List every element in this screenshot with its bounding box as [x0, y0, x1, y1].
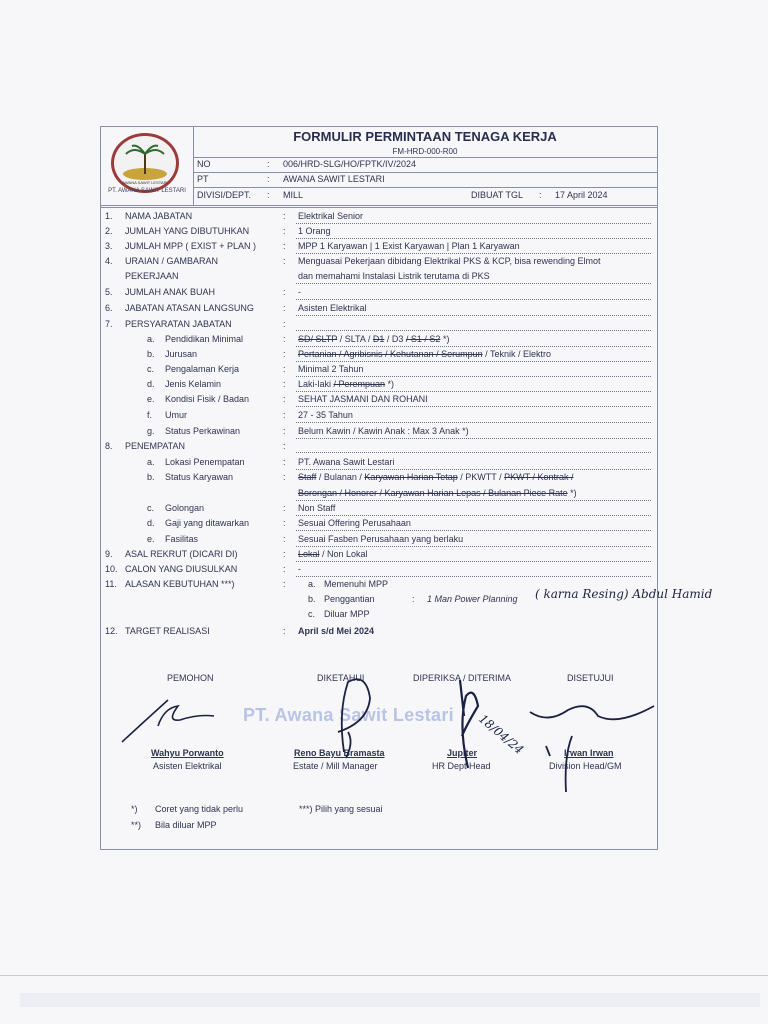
sub-letter: c. — [308, 609, 316, 619]
status-karyawan-value-2: Borongan / Honorer / Karyawan Harian Lepas / Bulanan Piece Rate *) — [298, 488, 577, 498]
pt-label: PT — [197, 174, 209, 184]
colon: : — [283, 364, 286, 374]
colon: : — [283, 334, 286, 344]
penempatan-label: PENEMPATAN — [125, 441, 186, 451]
pendidikan-value: SD/ SLTP / SLTA / D1 / D3 / S1 / S2 *) — [298, 334, 450, 344]
colon: : — [283, 379, 286, 389]
fill-line — [296, 515, 651, 516]
fill-line — [296, 452, 651, 453]
fill-line — [296, 253, 651, 254]
colon: : — [283, 394, 286, 404]
sub-letter: b. — [147, 472, 155, 482]
anak-buah-value: - — [298, 287, 301, 297]
colon: : — [267, 159, 270, 169]
disetujui-role: DISETUJUI — [567, 673, 614, 683]
colon: : — [283, 472, 286, 482]
jurusan-label: Jurusan — [165, 349, 198, 359]
fill-line — [296, 530, 651, 531]
status-perkawinan-label: Status Perkawinan — [165, 426, 241, 436]
colon: : — [283, 626, 286, 636]
colon: : — [283, 226, 286, 236]
uraian-value: Menguasai Pekerjaan dibidang Elektrikal PKS & KCP, bisa rewending Elmot — [298, 256, 601, 266]
jumlah-mpp-label: JUMLAH MPP ( EXIST + PLAN ) — [125, 241, 256, 251]
uraian-label: URAIAN / GAMBARAN — [125, 256, 219, 266]
item-number: 2. — [105, 226, 113, 236]
colon: : — [283, 211, 286, 221]
form-title: FORMULIR PERMINTAAN TENAGA KERJA — [293, 129, 557, 144]
fill-line — [296, 361, 651, 362]
uraian-value-2: dan memahami Instalasi Listrik terutama di PKS — [298, 271, 490, 281]
fill-line — [296, 283, 651, 284]
umur-label: Umur — [165, 410, 187, 420]
kondisi-fisik-label: Kondisi Fisik / Badan — [165, 394, 250, 404]
colon: : — [283, 579, 286, 589]
note-mark: *) — [131, 804, 138, 814]
note-pilih: ***) Pilih yang sesuai — [299, 804, 383, 814]
item-number: 9. — [105, 549, 113, 559]
scan-shadow — [20, 993, 760, 1007]
alasan-option-c: Diluar MPP — [324, 609, 370, 619]
calon-value: - — [298, 564, 301, 574]
item-number: 7. — [105, 319, 113, 329]
alasan-option-a: Memenuhi MPP — [324, 579, 389, 589]
colon: : — [283, 518, 286, 528]
item-number: 8. — [105, 441, 113, 451]
asal-rekrut-label: ASAL REKRUT (DICARI DI) — [125, 549, 238, 559]
sub-letter: f. — [147, 410, 153, 420]
uraian-label-2: PEKERJAAN — [125, 271, 179, 281]
item-number: 4. — [105, 256, 113, 266]
sub-letter: b. — [147, 349, 155, 359]
atasan-label: JABATAN ATASAN LANGSUNG — [125, 303, 254, 313]
diperiksa-role: DIPERIKSA / DITERIMA — [413, 673, 512, 683]
item-number: 3. — [105, 241, 113, 251]
status-perkawinan-value: Belum Kawin / Kawin Anak : Max 3 Anak *) — [298, 426, 469, 436]
sub-letter: d. — [147, 379, 155, 389]
pemohon-name: Wahyu Porwanto — [151, 748, 224, 758]
sub-letter: g. — [147, 426, 155, 436]
colon: : — [283, 303, 286, 313]
pengalaman-label: Pengalaman Kerja — [165, 364, 240, 374]
lokasi-label: Lokasi Penempatan — [165, 457, 245, 467]
divisi-label: DIVISI/DEPT. — [197, 190, 252, 200]
sub-letter: c. — [147, 364, 155, 374]
golongan-label: Golongan — [165, 503, 205, 513]
fasilitas-label: Fasilitas — [165, 534, 199, 544]
jumlah-dibutuhkan-label: JUMLAH YANG DIBUTUHKAN — [125, 226, 250, 236]
status-karyawan-value: Staff / Bulanan / Karyawan Harian Tetap / PKWTT / PKWT / Kontrak / — [298, 472, 574, 482]
sub-letter: e. — [147, 394, 155, 404]
colon: : — [283, 319, 286, 329]
pt-value: AWANA SAWIT LESTARI — [283, 174, 385, 184]
fill-line — [296, 422, 651, 423]
fill-line — [296, 576, 651, 577]
dibuat-value: 17 April 2024 — [555, 190, 608, 200]
colon: : — [283, 410, 286, 420]
colon: : — [267, 190, 270, 200]
handwritten-note: ( karna Resing) Abdul Hamid — [535, 587, 713, 601]
disetujui-name: Irwan Irwan — [564, 748, 614, 758]
sub-letter: c. — [147, 503, 155, 513]
sub-letter: b. — [308, 594, 316, 604]
target-value: April s/d Mei 2024 — [298, 626, 375, 636]
colon: : — [283, 457, 286, 467]
form-code: FM-HRD-000-R00 — [392, 147, 458, 156]
fill-line — [296, 469, 651, 470]
item-number: 6. — [105, 303, 113, 313]
no-value: 006/HRD-SLG/HO/FPTK/IV/2024 — [283, 159, 417, 169]
fill-line — [296, 438, 651, 439]
diketahui-role: DIKETAHUI — [317, 673, 365, 683]
sub-letter: a. — [147, 457, 155, 467]
item-number: 1. — [105, 211, 113, 221]
colon: : — [267, 174, 270, 184]
svg-text:18/04/24: 18/04/24 — [476, 711, 527, 757]
jurusan-value: Pertanian / Agribisnis / Kehutanan / Serumpun / Teknik / Elektro — [298, 349, 551, 359]
target-label: TARGET REALISASI — [125, 626, 210, 636]
colon: : — [283, 503, 286, 513]
colon: : — [283, 549, 286, 559]
jumlah-dibutuhkan-value: 1 Orang — [298, 226, 331, 236]
divisi-value: MILL — [283, 190, 304, 200]
gaji-value: Sesuai Offering Perusahaan — [298, 518, 411, 528]
diperiksa-title: HR Dept Head — [432, 761, 491, 771]
diperiksa-signature — [448, 676, 528, 776]
atasan-value: Asisten Elektrikal — [298, 303, 367, 313]
nama-jabatan-label: NAMA JABATAN — [125, 211, 193, 221]
no-label: NO — [197, 159, 211, 169]
note-mark: **) — [131, 820, 142, 830]
status-karyawan-label: Status Karyawan — [165, 472, 234, 482]
company-stamp: PT. Awana Sawit Lestari — [243, 705, 454, 725]
calon-label: CALON YANG DIUSULKAN — [125, 564, 238, 574]
pemohon-title: Asisten Elektrikal — [153, 761, 222, 771]
note-coret: Coret yang tidak perlu — [155, 804, 244, 814]
diketahui-name: Reno Bayu Bramasta — [294, 748, 385, 758]
colon: : — [283, 564, 286, 574]
colon: : — [283, 534, 286, 544]
pengalaman-value: Minimal 2 Tahun — [298, 364, 364, 374]
item-number: 12. — [105, 626, 118, 636]
fill-line — [296, 346, 651, 347]
sub-letter: d. — [147, 518, 155, 528]
umur-value: 27 - 35 Tahun — [298, 410, 353, 420]
logo-caption: PT. AWANA SAWIT LESTARI — [108, 188, 186, 194]
fill-line — [296, 238, 651, 239]
asal-rekrut-value: Lokal / Non Lokal — [298, 549, 368, 559]
alasan-option-b: Penggantian — [324, 594, 375, 604]
colon: : — [283, 426, 286, 436]
diketahui-title: Estate / Mill Manager — [293, 761, 378, 771]
anak-buah-label: JUMLAH ANAK BUAH — [125, 287, 216, 297]
persyaratan-label: PERSYARATAN JABATAN — [125, 319, 232, 329]
colon: : — [283, 441, 286, 451]
colon: : — [283, 256, 286, 266]
gaji-label: Gaji yang ditawarkan — [165, 518, 250, 528]
fasilitas-value: Sesuai Fasben Perusahaan yang berlaku — [298, 534, 464, 544]
jenis-kelamin-label: Jenis Kelamin — [165, 379, 222, 389]
colon: : — [283, 287, 286, 297]
pendidikan-label: Pendidikan Minimal — [165, 334, 244, 344]
alasan-label: ALASAN KEBUTUHAN ***) — [125, 579, 235, 589]
fill-line — [296, 500, 651, 501]
sub-letter: a. — [147, 334, 155, 344]
disetujui-signature — [528, 696, 658, 796]
sub-letter: e. — [147, 534, 155, 544]
fill-line — [296, 376, 651, 377]
fill-line — [296, 315, 651, 316]
dibuat-label: DIBUAT TGL — [471, 190, 524, 200]
fill-line — [296, 406, 651, 407]
colon: : — [283, 241, 286, 251]
alasan-option-b-value: 1 Man Power Planning — [427, 594, 518, 604]
fill-line — [296, 223, 651, 224]
fill-line — [296, 299, 651, 300]
fill-line — [296, 330, 651, 331]
colon: : — [412, 594, 415, 604]
colon: : — [283, 349, 286, 359]
svg-text:AWANA SAWIT LESTARI: AWANA SAWIT LESTARI — [122, 180, 168, 185]
item-number: 11. — [105, 579, 117, 589]
jumlah-mpp-value: MPP 1 Karyawan | 1 Exist Karyawan | Plan 1 Karyawan — [298, 241, 520, 251]
nama-jabatan-value: Elektrikal Senior — [298, 211, 364, 221]
note-diluar: Bila diluar MPP — [155, 820, 217, 830]
diketahui-signature — [318, 672, 388, 762]
pemohon-role: PEMOHON — [167, 673, 214, 683]
sub-letter: a. — [308, 579, 316, 589]
kondisi-fisik-value: SEHAT JASMANI DAN ROHANI — [298, 394, 428, 404]
colon: : — [539, 190, 542, 200]
lokasi-value: PT. Awana Sawit Lestari — [298, 457, 395, 467]
scan-edge — [0, 975, 768, 976]
pemohon-signature — [118, 688, 218, 748]
item-number: 5. — [105, 287, 113, 297]
disetujui-title: Division Head/GM — [549, 761, 622, 771]
golongan-value: Non Staff — [298, 503, 336, 513]
fill-line — [296, 561, 651, 562]
diperiksa-name: Jupiter — [447, 748, 478, 758]
fill-line — [296, 546, 651, 547]
item-number: 10. — [105, 564, 118, 574]
jenis-kelamin-value: Laki-laki / Perempuan *) — [298, 379, 395, 389]
fill-line — [296, 391, 651, 392]
